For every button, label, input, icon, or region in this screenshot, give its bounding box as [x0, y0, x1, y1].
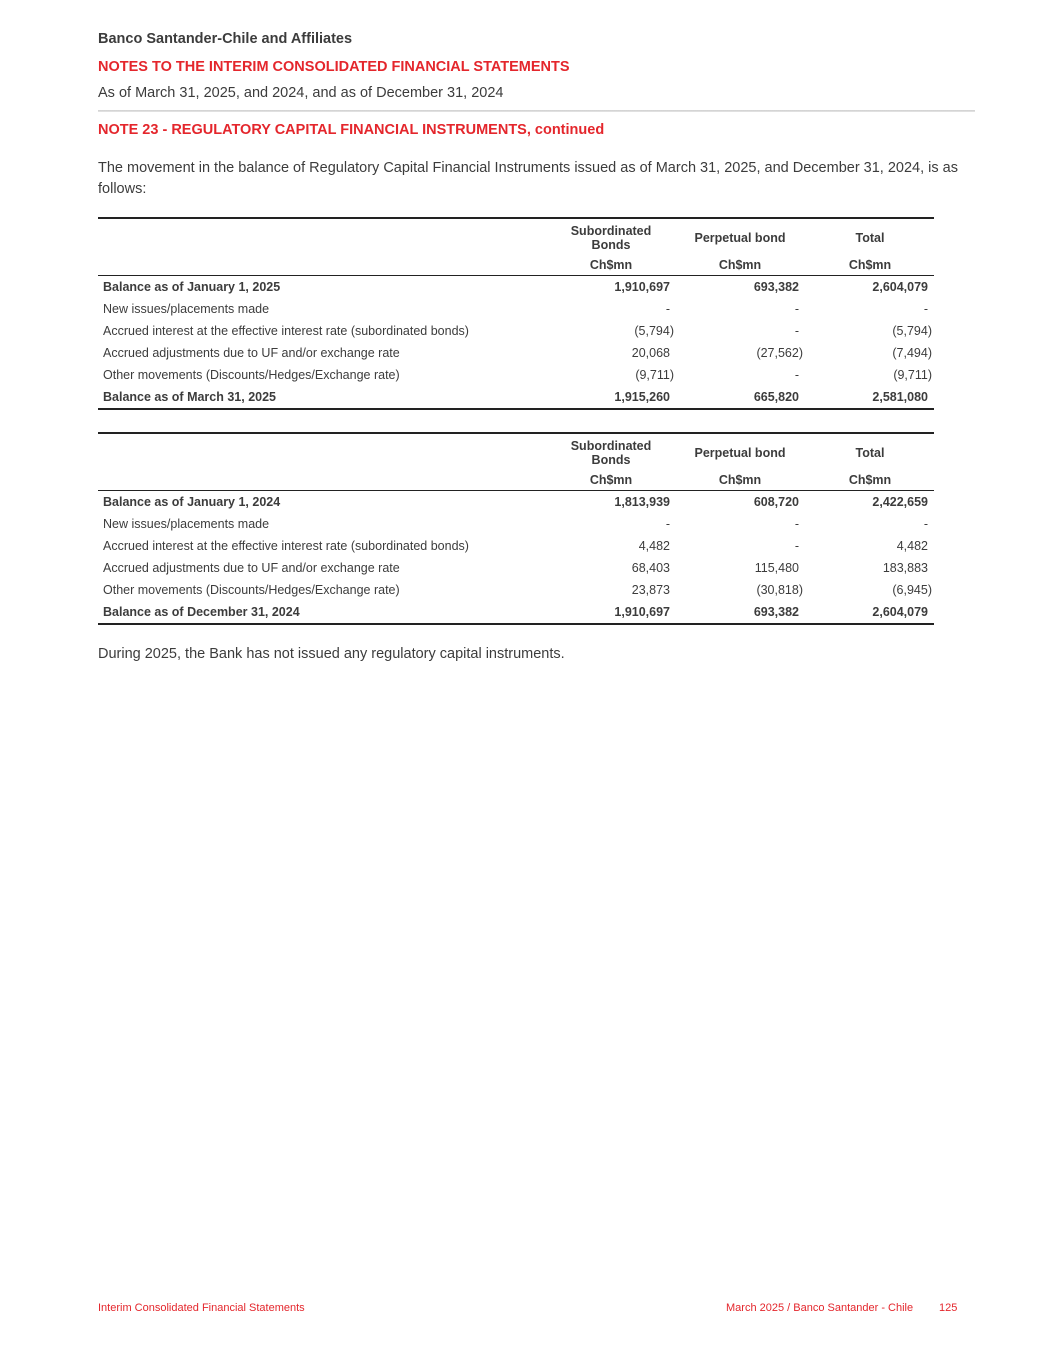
cell-total: -: [923, 517, 928, 531]
cell-total: 2,604,079: [872, 280, 928, 294]
cell-subordinated-bonds: -: [665, 517, 670, 531]
table-row: [98, 557, 934, 579]
cell-subordinated-bonds: 1,813,939: [614, 495, 670, 509]
cell-total: -: [923, 302, 928, 316]
row-label: Balance as of December 31, 2024: [103, 605, 300, 619]
table-bottom-rule: [98, 408, 934, 410]
intro-paragraph: The movement in the balance of Regulatory Capital Financial Instruments issued as of March 31, 2025, and December 31, 2024, is as follows:: [98, 160, 958, 197]
row-label: Other movements (Discounts/Hedges/Exchange rate): [103, 368, 400, 382]
as-of-date: As of March 31, 2025, and 2024, and as of December 31, 2024: [98, 85, 504, 101]
cell-total: (5,794): [892, 324, 932, 338]
col-unit: Ch$mn: [848, 473, 892, 487]
row-label: Other movements (Discounts/Hedges/Exchange rate): [103, 583, 400, 597]
page-number: 125: [939, 1302, 958, 1314]
cell-perpetual-bond: -: [794, 302, 799, 316]
cell-total: (9,711): [893, 368, 932, 382]
cell-subordinated-bonds: 1,915,260: [614, 390, 670, 404]
row-label: Accrued adjustments due to UF and/or exchange rate: [103, 561, 400, 575]
row-label: New issues/placements made: [103, 302, 270, 316]
cell-total: 2,604,079: [872, 605, 928, 619]
movement-table-2024: [98, 432, 934, 625]
table-row: [98, 491, 934, 513]
col-header-subordinated-bonds: [561, 439, 661, 467]
col-header-total: Total: [855, 231, 885, 245]
cell-subordinated-bonds: 4,482: [638, 539, 670, 553]
cell-perpetual-bond: 608,720: [753, 495, 799, 509]
cell-perpetual-bond: 665,820: [753, 390, 799, 404]
table-body: [98, 276, 934, 408]
cell-perpetual-bond: -: [794, 324, 799, 338]
table-row: [98, 298, 934, 320]
row-label: Balance as of January 1, 2025: [103, 280, 281, 294]
table-header: [98, 219, 934, 276]
col-header-subordinated-bonds: [561, 224, 661, 252]
cell-subordinated-bonds: 1,910,697: [614, 605, 670, 619]
row-label: Accrued adjustments due to UF and/or exchange rate: [103, 346, 400, 360]
cell-perpetual-bond: -: [794, 368, 799, 382]
col-header-perpetual-bond: Perpetual bond: [694, 231, 786, 245]
footer-period: March 2025 / Banco Santander - Chile: [726, 1302, 914, 1314]
cell-perpetual-bond: (30,818): [756, 583, 803, 597]
cell-total: 2,581,080: [872, 390, 928, 404]
note-title: NOTE 23 - REGULATORY CAPITAL FINANCIAL INSTRUMENTS, continued: [98, 122, 605, 138]
cell-perpetual-bond: -: [794, 539, 799, 553]
closing-paragraph: During 2025, the Bank has not issued any regulatory capital instruments.: [98, 646, 565, 662]
cell-subordinated-bonds: -: [665, 302, 670, 316]
col-header-line: Bonds: [591, 453, 631, 467]
cell-perpetual-bond: (27,562): [756, 346, 803, 360]
cell-subordinated-bonds: 1,910,697: [614, 280, 670, 294]
table-row: [98, 513, 934, 535]
table-row: [98, 579, 934, 601]
cell-perpetual-bond: 115,480: [754, 561, 799, 575]
row-label: Balance as of January 1, 2024: [103, 495, 281, 509]
col-header-line: Subordinated: [570, 224, 652, 238]
company-name: Banco Santander-Chile and Affiliates: [98, 31, 353, 47]
row-label: Accrued interest at the effective interest rate (subordinated bonds): [103, 539, 469, 553]
cell-subordinated-bonds: (5,794): [634, 324, 674, 338]
cell-total: (6,945): [892, 583, 932, 597]
table-row: [98, 276, 934, 298]
table-body: [98, 491, 934, 623]
cell-subordinated-bonds: (9,711): [635, 368, 674, 382]
movement-table-2025: [98, 217, 934, 410]
footer-document-title: Interim Consolidated Financial Statements: [98, 1302, 305, 1314]
cell-subordinated-bonds: 23,873: [631, 583, 670, 597]
cell-subordinated-bonds: 68,403: [631, 561, 670, 575]
col-unit: Ch$mn: [589, 473, 633, 487]
col-unit: Ch$mn: [718, 473, 762, 487]
row-label: New issues/placements made: [103, 517, 270, 531]
col-header-perpetual-bond: Perpetual bond: [694, 446, 786, 460]
cell-perpetual-bond: -: [794, 517, 799, 531]
cell-total: 183,883: [882, 561, 928, 575]
table-row: [98, 320, 934, 342]
notes-title: NOTES TO THE INTERIM CONSOLIDATED FINANCIAL STATEMENTS: [98, 59, 570, 75]
cell-subordinated-bonds: 20,068: [631, 346, 670, 360]
cell-perpetual-bond: 693,382: [753, 280, 799, 294]
table-row: [98, 386, 934, 408]
table-row: [98, 342, 934, 364]
cell-total: 4,482: [896, 539, 928, 553]
table-header: [98, 434, 934, 491]
row-label: Balance as of March 31, 2025: [103, 390, 277, 404]
col-header-line: Subordinated: [570, 439, 652, 453]
col-unit: Ch$mn: [848, 258, 892, 272]
col-header-line: Bonds: [591, 238, 631, 252]
table-row: [98, 601, 934, 623]
cell-total: 2,422,659: [872, 495, 928, 509]
header-divider: [98, 110, 975, 112]
table-bottom-rule: [98, 623, 934, 625]
table-row: [98, 364, 934, 386]
col-unit: Ch$mn: [589, 258, 633, 272]
row-label: Accrued interest at the effective interest rate (subordinated bonds): [103, 324, 469, 338]
table-row: [98, 535, 934, 557]
col-unit: Ch$mn: [718, 258, 762, 272]
cell-perpetual-bond: 693,382: [753, 605, 799, 619]
cell-total: (7,494): [892, 346, 932, 360]
col-header-total: Total: [855, 446, 885, 460]
